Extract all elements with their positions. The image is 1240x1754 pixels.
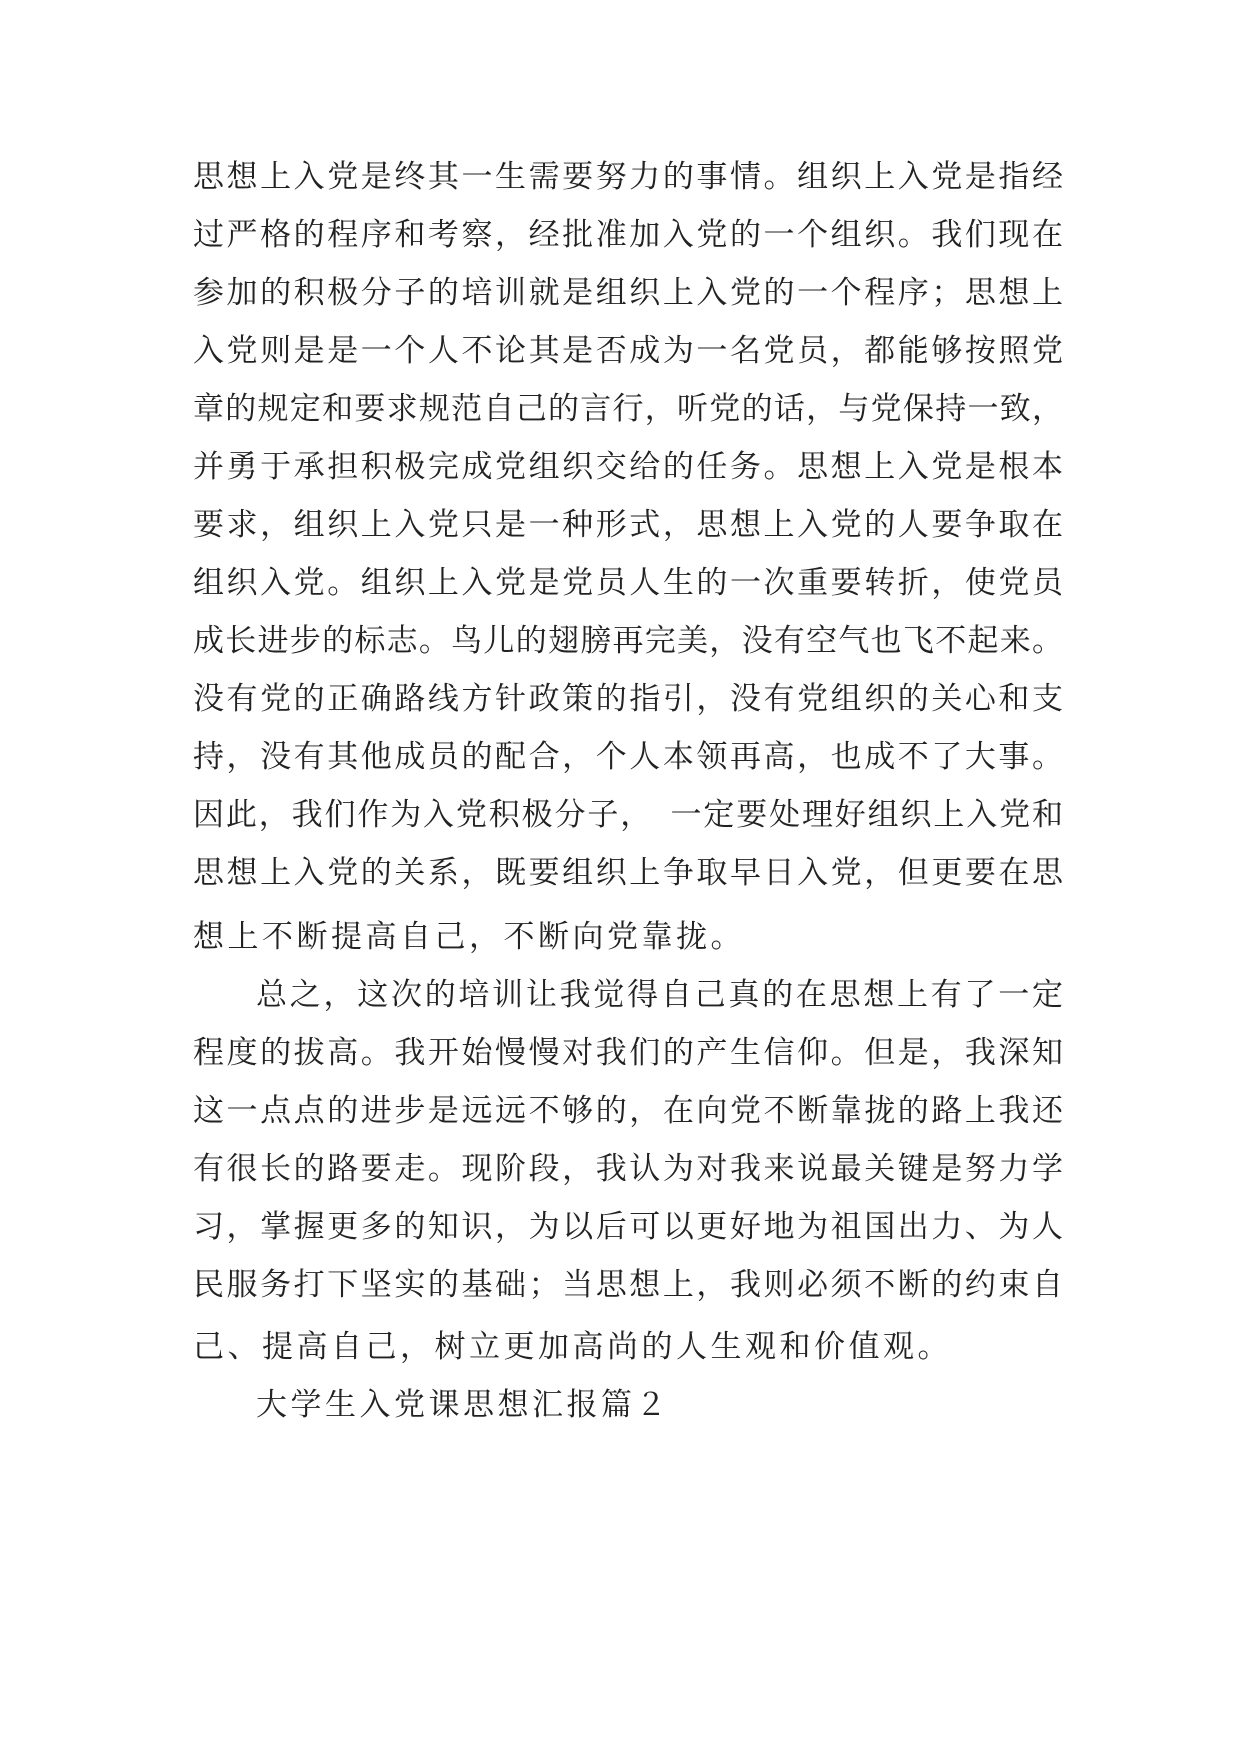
paragraph-1-line: 成长进步的标志。鸟儿的翅膀再完美，没有空气也飞不起来。 [193, 623, 1063, 659]
paragraph-1-line: 思想上入党是终其一生需要努力的事情。组织上入党是指经 [193, 159, 1063, 195]
paragraph-1-line: 因此，我们作为入党积极分子， 一定要处理好组织上入党和 [193, 797, 1063, 833]
paragraph-2-line: 程度的拔高。我开始慢慢对我们的产生信仰。但是，我深知 [193, 1035, 1063, 1071]
paragraph-1-line: 要求，组织上入党只是一种形式，思想上入党的人要争取在 [193, 507, 1063, 543]
paragraph-1-line: 持，没有其他成员的配合，个人本领再高，也成不了大事。 [193, 739, 1063, 775]
paragraph-2-line: 这一点点的进步是远远不够的，在向党不断靠拢的路上我还 [193, 1093, 1063, 1129]
paragraph-1-line: 并勇于承担积极完成党组织交给的任务。思想上入党是根本 [193, 449, 1063, 485]
paragraph-2-line: 己、提高自己，树立更加高尚的人生观和价值观。 [193, 1329, 952, 1365]
paragraph-2-line: 民服务打下坚实的基础；当思想上，我则必须不断的约束自 [193, 1267, 1063, 1303]
paragraph-1-line: 组织入党。组织上入党是党员人生的一次重要转折，使党员 [193, 565, 1063, 601]
paragraph-1-line: 没有党的正确路线方针政策的指引，没有党组织的关心和支 [193, 681, 1063, 717]
paragraph-1-line: 入党则是是一个人不论其是否成为一名党员，都能够按照党 [193, 333, 1063, 369]
section-heading: 大学生入党课思想汇报篇２ [256, 1387, 670, 1423]
paragraph-1-line: 过严格的程序和考察，经批准加入党的一个组织。我们现在 [193, 217, 1063, 253]
paragraph-2-line: 有很长的路要走。现阶段，我认为对我来说最关键是努力学 [193, 1151, 1063, 1187]
paragraph-2-line: 总之，这次的培训让我觉得自己真的在思想上有了一定 [256, 977, 1063, 1013]
paragraph-2-line: 习，掌握更多的知识，为以后可以更好地为祖国出力、为人 [193, 1209, 1063, 1245]
paragraph-1-line: 章的规定和要求规范自己的言行，听党的话，与党保持一致， [193, 391, 1063, 427]
paragraph-1-line: 思想上入党的关系，既要组织上争取早日入党，但更要在思 [193, 855, 1063, 891]
paragraph-1-line: 参加的积极分子的培训就是组织上入党的一个程序；思想上 [193, 275, 1063, 311]
paragraph-1-line: 想上不断提高自己，不断向党靠拢。 [193, 919, 745, 955]
